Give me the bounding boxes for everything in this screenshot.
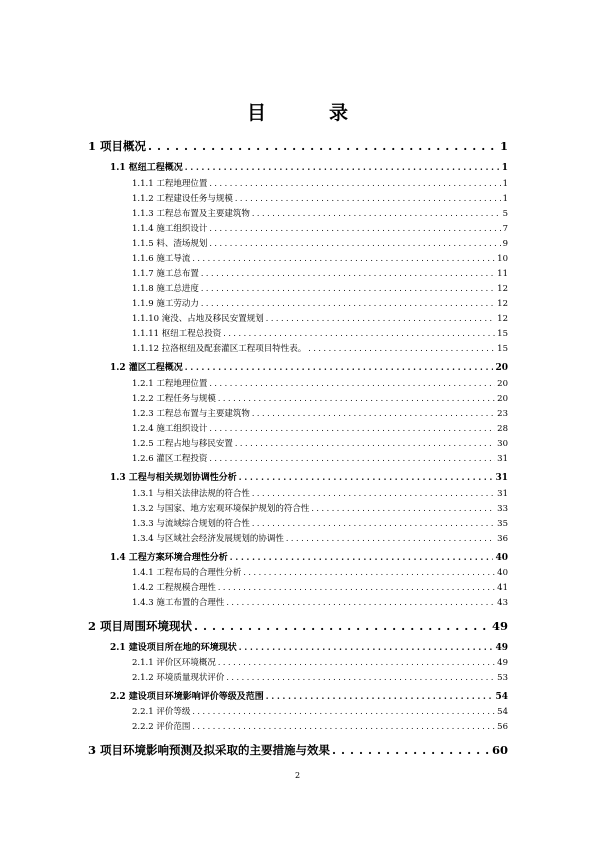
- toc-entry-page: 20: [497, 394, 508, 404]
- toc-entry-page: 53: [497, 673, 508, 683]
- toc-entry-level-3[interactable]: [132, 237, 508, 249]
- toc-dot-leader: [148, 139, 498, 153]
- toc-entry-level-1[interactable]: [88, 618, 508, 634]
- toc-entry-label: 1.3.3 与流域综合规划的符合性: [132, 519, 250, 529]
- toc-dot-leader: [192, 707, 495, 716]
- toc-entry-level-3[interactable]: [132, 517, 508, 529]
- page-title: 目 录: [246, 102, 370, 124]
- toc-entry-label: 1.2.5 工程占地与移民安置: [132, 439, 233, 449]
- toc-entry-page: 41: [497, 583, 508, 593]
- toc-entry-page: 31: [497, 454, 508, 464]
- toc-dot-leader: [209, 239, 500, 248]
- toc-entry-page: 23: [497, 409, 508, 419]
- toc-entry-level-3[interactable]: [132, 532, 508, 544]
- toc-entry-label: 1 项目概况: [88, 139, 147, 153]
- toc-dot-leader: [252, 209, 501, 218]
- toc-dot-leader: [226, 598, 495, 607]
- toc-entry-page: 40: [497, 568, 508, 578]
- toc-entry-level-3[interactable]: [132, 327, 508, 339]
- toc-entry-page: 35: [497, 519, 508, 529]
- toc-entry-label: 1.4.3 施工布置的合理性: [132, 598, 225, 608]
- toc-entry-label: 1.2.1 工程地理位置: [132, 379, 208, 389]
- toc-entry-level-2[interactable]: [110, 160, 508, 173]
- toc-dot-leader: [209, 379, 495, 388]
- toc-entry-page: 1: [502, 179, 508, 189]
- toc-dot-leader: [218, 394, 495, 403]
- toc-entry-label: 1.4 工程方案环境合理性分析: [110, 553, 228, 563]
- toc-entry-page: 12: [497, 314, 508, 324]
- toc-dot-leader: [209, 179, 500, 188]
- toc-entry-page: 11: [497, 269, 508, 279]
- toc-entry-level-3[interactable]: [132, 487, 508, 499]
- toc-entry-label: 1.1.9 施工劳动力: [132, 299, 199, 309]
- toc-entry-level-3[interactable]: [132, 377, 508, 389]
- toc-entry-page: 1: [502, 194, 508, 204]
- toc-entry-label: 1.2.4 施工组织设计: [132, 424, 208, 434]
- toc-dot-leader: [239, 472, 494, 482]
- toc-dot-leader: [209, 454, 495, 463]
- toc-entry-level-3[interactable]: [132, 671, 508, 683]
- toc-entry-label: 2.1.2 环境质量现状评价: [132, 673, 225, 683]
- toc-dot-leader: [226, 673, 495, 682]
- toc-dot-leader: [185, 162, 500, 172]
- toc-entry-level-3[interactable]: [132, 502, 508, 514]
- toc-entry-page: 30: [497, 439, 508, 449]
- toc-dot-leader: [308, 344, 495, 353]
- toc-entry-label: 1.1 枢纽工程概况: [110, 163, 183, 173]
- toc-entry-level-1[interactable]: [88, 138, 508, 154]
- toc-entry-label: 2.1.1 评价区环境概况: [132, 658, 216, 668]
- toc-entry-level-3[interactable]: [132, 596, 508, 608]
- toc-entry-level-3[interactable]: [132, 581, 508, 593]
- toc-entry-level-3[interactable]: [132, 192, 508, 204]
- toc-entry-label: 1.3 工程与相关规划协调性分析: [110, 473, 237, 483]
- toc-entry-page: 49: [491, 619, 508, 633]
- toc-entry-page: 15: [497, 329, 508, 339]
- toc-entry-label: 2.2.1 评价等级: [132, 707, 191, 717]
- toc-entry-label: 1.1.11 枢纽工程总投资: [132, 329, 222, 339]
- toc-entry-label: 1.2.6 灌区工程投资: [132, 454, 208, 464]
- toc-entry-level-3[interactable]: [132, 705, 508, 717]
- toc-entry-label: 1.1.10 淹没、占地及移民安置规划: [132, 314, 264, 324]
- toc-dot-leader: [243, 568, 495, 577]
- toc-entry-label: 2.2 建设项目环境影响评价等级及范围: [110, 692, 264, 702]
- toc-entry-label: 2.1 建设项目所在地的环境现状: [110, 643, 237, 653]
- page-number: 2: [294, 771, 301, 780]
- toc-entry-page: 12: [497, 299, 508, 309]
- toc-entry-page: 60: [491, 743, 508, 757]
- toc-entry-page: 10: [497, 254, 508, 264]
- toc-entry-label: 2 项目周围环境现状: [88, 619, 193, 633]
- toc-entry-page: 9: [502, 239, 508, 249]
- toc-entry-label: 1.3.1 与相关法律法规的符合性: [132, 489, 250, 499]
- toc-entry-page: 49: [495, 643, 508, 653]
- toc-entry-label: 1.2 灌区工程概况: [110, 363, 183, 373]
- toc-entry-level-3[interactable]: [132, 452, 508, 464]
- toc-dot-leader: [252, 489, 495, 498]
- toc-entry-level-3[interactable]: [132, 566, 508, 578]
- toc-dot-leader: [192, 254, 495, 263]
- toc-entry-level-3[interactable]: [132, 297, 508, 309]
- toc-entry-level-3[interactable]: [132, 252, 508, 264]
- toc-dot-leader: [235, 439, 495, 448]
- toc-entry-page: 54: [495, 692, 508, 702]
- toc-entry-level-2[interactable]: [110, 640, 508, 653]
- toc-entry-label: 1.1.1 工程地理位置: [132, 179, 208, 189]
- toc-dot-leader: [252, 409, 495, 418]
- toc-entry-label: 1.4.1 工程布局的合理性分析: [132, 568, 242, 578]
- toc-dot-leader: [223, 329, 495, 338]
- toc-entry-label: 1.1.3 工程总布置及主要建筑物: [132, 209, 250, 219]
- toc-entry-level-2[interactable]: [110, 550, 508, 563]
- toc-entry-level-1[interactable]: [88, 742, 508, 758]
- toc-entry-page: 1: [499, 139, 508, 153]
- toc-dot-leader: [201, 284, 495, 293]
- toc-entry-label: 1.1.6 施工导流: [132, 254, 191, 264]
- toc-entry-page: 43: [497, 598, 508, 608]
- toc-entry-label: 1.2.2 工程任务与规模: [132, 394, 216, 404]
- toc-entry-level-3[interactable]: [132, 656, 508, 668]
- toc-entry-level-3[interactable]: [132, 422, 508, 434]
- toc-entry-level-3[interactable]: [132, 207, 508, 219]
- toc-entry-level-3[interactable]: [132, 407, 508, 419]
- toc-entry-label: 1.1.7 施工总布置: [132, 269, 199, 279]
- toc-dot-leader: [209, 424, 495, 433]
- toc-dot-leader: [332, 743, 490, 757]
- toc-dot-leader: [218, 658, 495, 667]
- toc-dot-leader: [286, 534, 495, 543]
- toc-entry-level-3[interactable]: [132, 267, 508, 279]
- toc-dot-leader: [201, 269, 495, 278]
- toc-entry-page: 20: [495, 363, 508, 373]
- toc-dot-leader: [194, 619, 490, 633]
- toc-entry-page: 7: [502, 224, 508, 234]
- toc-entry-page: 31: [495, 473, 508, 483]
- toc-dot-leader: [209, 224, 500, 233]
- toc-entry-page: 28: [497, 424, 508, 434]
- toc-entry-page: 40: [495, 553, 508, 563]
- toc-entry-level-3[interactable]: [132, 312, 508, 324]
- toc-entry-label: 1.2.3 工程总布置与主要建筑物: [132, 409, 250, 419]
- toc-dot-leader: [218, 583, 495, 592]
- toc-entry-label: 1.1.12 拉洛枢纽及配套灌区工程项目特性表。: [132, 344, 307, 354]
- toc-dot-leader: [201, 299, 495, 308]
- toc-entry-level-3[interactable]: [132, 392, 508, 404]
- toc-dot-leader: [311, 504, 495, 513]
- toc-entry-label: 2.2.2 评价范围: [132, 722, 191, 732]
- toc-dot-leader: [252, 519, 495, 528]
- toc-dot-leader: [230, 552, 494, 562]
- toc-entry-page: 56: [497, 722, 508, 732]
- toc-entry-label: 3 项目环境影响预测及拟采取的主要措施与效果: [88, 743, 331, 757]
- toc-entry-label: 1.3.4 与区域社会经济发展规划的协调性: [132, 534, 284, 544]
- toc-entry-page: 12: [497, 284, 508, 294]
- toc-entry-label: 1.4.2 工程规模合理性: [132, 583, 216, 593]
- toc-dot-leader: [192, 722, 495, 731]
- toc-entry-level-3[interactable]: [132, 177, 508, 189]
- toc-entry-label: 1.3.2 与国家、地方宏观环境保护规划的符合性: [132, 504, 310, 514]
- toc-entry-level-3[interactable]: [132, 437, 508, 449]
- toc-entry-label: 1.1.2 工程建设任务与规模: [132, 194, 233, 204]
- toc-entry-page: 49: [497, 658, 508, 668]
- toc-entry-page: 31: [497, 489, 508, 499]
- toc-entry-level-2[interactable]: [110, 360, 508, 373]
- toc-dot-leader: [235, 194, 501, 203]
- toc-entry-level-3[interactable]: [132, 222, 508, 234]
- toc-entry-level-3[interactable]: [132, 342, 508, 354]
- toc-dot-leader: [266, 314, 495, 323]
- toc-entry-label: 1.1.4 施工组织设计: [132, 224, 208, 234]
- toc-entry-page: 1: [501, 163, 508, 173]
- toc-entry-level-2[interactable]: [110, 470, 508, 483]
- toc-entry-page: 33: [497, 504, 508, 514]
- toc-dot-leader: [266, 691, 494, 701]
- toc-entry-page: 5: [502, 209, 508, 219]
- toc-entry-page: 15: [497, 344, 508, 354]
- toc-entry-page: 54: [497, 707, 508, 717]
- toc-entry-page: 20: [497, 379, 508, 389]
- toc-entry-level-3[interactable]: [132, 720, 508, 732]
- toc-dot-leader: [239, 642, 494, 652]
- toc-entry-page: 36: [497, 534, 508, 544]
- toc-entry-label: 1.1.5 料、渣场规划: [132, 239, 208, 249]
- toc-entry-label: 1.1.8 施工总进度: [132, 284, 199, 294]
- toc-dot-leader: [185, 362, 494, 372]
- toc-entry-level-2[interactable]: [110, 689, 508, 702]
- toc-entry-level-3[interactable]: [132, 282, 508, 294]
